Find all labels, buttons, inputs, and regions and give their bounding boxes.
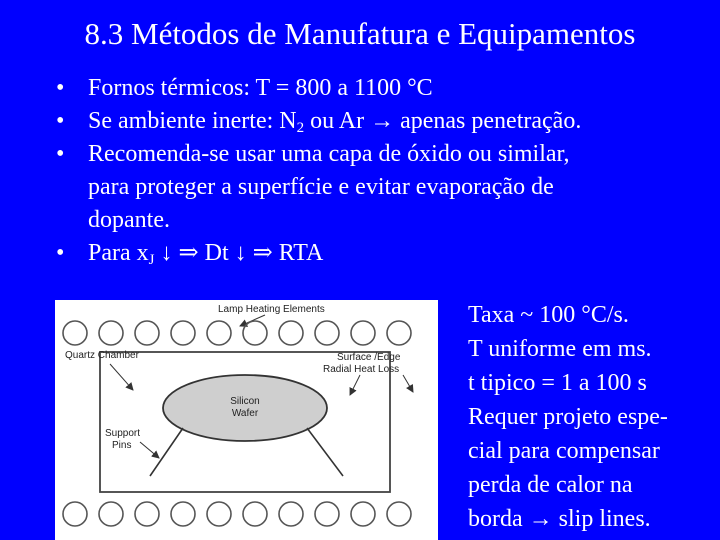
bullet-inert-ambient xyxy=(56,105,696,138)
lamp-icon xyxy=(63,321,87,345)
lamp-icon xyxy=(135,502,159,526)
lamp-icon xyxy=(207,321,231,345)
note-text: slip lines. xyxy=(552,506,651,532)
lamp-icon xyxy=(387,321,411,345)
lamp-icon xyxy=(171,502,195,526)
bullet-text: Se ambiente inerte: N xyxy=(88,108,297,134)
note-line: t tipico = 1 a 100 s xyxy=(468,370,647,396)
note-line: perda de calor na xyxy=(468,472,633,498)
rta-notes xyxy=(468,298,718,536)
lamp-icon xyxy=(315,321,339,345)
subscript: J xyxy=(148,252,155,268)
note-line xyxy=(468,502,718,536)
note-line: cial para compensar xyxy=(468,438,660,464)
bullet-text: ou Ar xyxy=(304,108,371,134)
bullet-text: para proteger a superfície e evitar evaporação de xyxy=(88,174,554,200)
lamp-icon xyxy=(63,502,87,526)
bullet-text: Recomenda-se usar uma capa de óxido ou similar, xyxy=(88,141,570,167)
note-line: Requer projeto espe- xyxy=(468,404,668,430)
lamp-icon xyxy=(243,321,267,345)
lamp-icon xyxy=(135,321,159,345)
top-lamp-row xyxy=(63,321,411,345)
lamp-icon xyxy=(351,321,375,345)
radial-heat-loss-label: Radial Heat Loss xyxy=(323,364,400,375)
arrow-right-icon: → xyxy=(370,108,395,134)
lamp-icon xyxy=(207,502,231,526)
bullet-text: ↓ ⇒ Dt ↓ ⇒ RTA xyxy=(154,240,324,266)
bullet-text: Fornos térmicos: T = 800 a 1100 °C xyxy=(88,75,433,101)
lamp-icon xyxy=(351,502,375,526)
bullet-oxide-cap xyxy=(56,138,696,237)
wafer-label: Wafer xyxy=(231,408,259,419)
arrow-right-icon: → xyxy=(528,506,553,532)
note-line: T uniforme em ms. xyxy=(468,336,652,362)
lamp-icon xyxy=(99,321,123,345)
slide-title: 8.3 Métodos de Manufatura e Equipamentos xyxy=(84,16,636,51)
bullet-list xyxy=(56,72,696,270)
rta-chamber-diagram xyxy=(55,300,438,540)
wafer-label: Silicon xyxy=(230,396,260,407)
subscript: 2 xyxy=(296,120,305,136)
bullet-furnace-temp xyxy=(56,72,696,105)
bullet-text: apenas penetração. xyxy=(394,108,582,134)
note-line: Taxa ~ 100 °C/s. xyxy=(468,302,629,328)
quartz-chamber-label: Quartz Chamber xyxy=(65,350,139,361)
lamp-icon xyxy=(99,502,123,526)
support-pins-label: Support xyxy=(105,428,141,439)
note-text: borda xyxy=(468,506,529,532)
lamp-icon xyxy=(279,502,303,526)
lamp-icon xyxy=(171,321,195,345)
bullet-text: Para x xyxy=(88,240,149,266)
lamp-icon xyxy=(387,502,411,526)
bullet-rta xyxy=(56,237,696,270)
lamp-icon xyxy=(279,321,303,345)
lamp-icon xyxy=(315,502,339,526)
support-pins-label: Pins xyxy=(112,440,132,451)
lamp-icon xyxy=(243,502,267,526)
lamp-heating-label: Lamp Heating Elements xyxy=(218,304,325,315)
bullet-text: dopante. xyxy=(88,207,170,233)
bottom-lamp-row xyxy=(63,502,411,526)
rta-chamber-svg xyxy=(55,300,438,540)
surface-edge-label: Surface /Edge xyxy=(337,352,401,363)
